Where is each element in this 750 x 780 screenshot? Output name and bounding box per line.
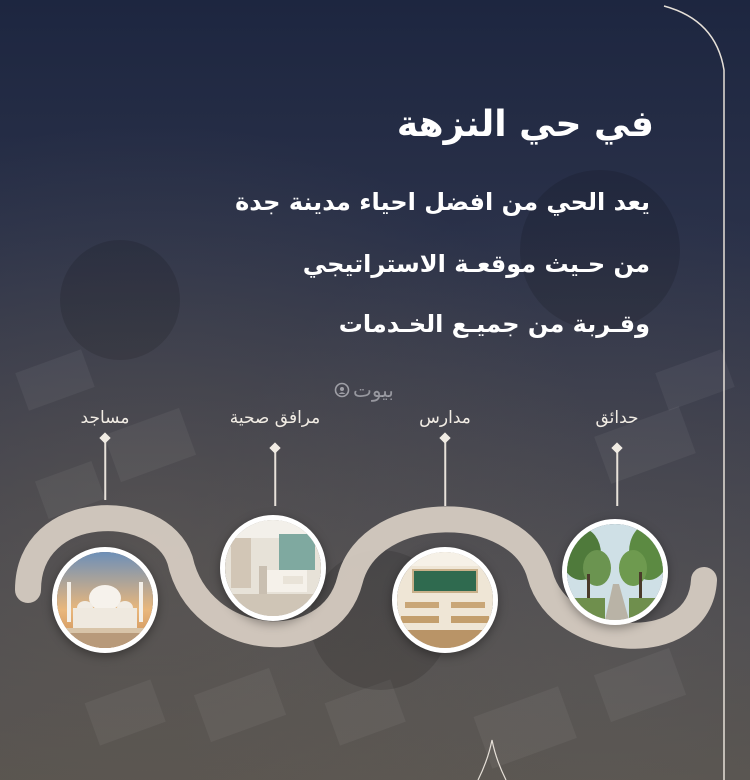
description-line-3: وقـربة من جميـع الخـدمات [338, 310, 650, 338]
amenity-label-schools: مدارس [419, 408, 471, 428]
classroom-photo [392, 547, 498, 653]
watermark-text: بيوت [353, 378, 394, 402]
description-line-1: يعد الحي من افضل احياء مدينة جدة [235, 188, 650, 216]
amenity-label-parks: حدائق [595, 408, 639, 428]
hospital-room-photo [220, 515, 326, 621]
page-title: في حي النزهة [396, 104, 654, 145]
amenity-label-mosques: مساجد [80, 408, 130, 428]
mosque-photo [52, 547, 158, 653]
connector-line [104, 438, 106, 500]
description-line-2: من حـيث موقعـة الاستراتيجي [302, 250, 650, 278]
connector-line [274, 448, 276, 506]
connector-line [444, 438, 446, 506]
park-photo [562, 519, 668, 625]
connector-line [616, 448, 618, 506]
amenity-label-health-facilities: مرافق صحية [229, 408, 321, 428]
